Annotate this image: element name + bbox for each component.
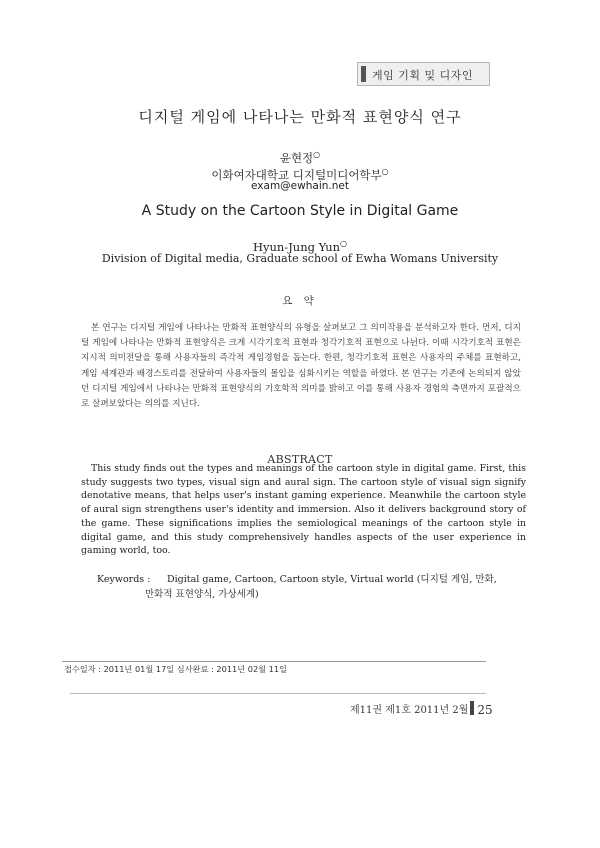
received-reviewed-dates: 접수일자 : 2011년 01월 17일 심사완료 : 2011년 02월 11일 bbox=[64, 664, 288, 674]
category-tag-label: 게임 기획 및 디자인 bbox=[372, 69, 473, 82]
affiliation-english: Division of Digital media, Graduate school of Ewha Womans University bbox=[101, 252, 499, 265]
page-number: 25 bbox=[477, 703, 493, 717]
abstract-text: This study finds out the types and meanings of the cartoon style in digital game. First, this study suggests two types, visual sign and aural sign. The cartoon style of visual sign signify denotative means, that helps user's instant gaming experience. Meanwhile the cartoon style of aural sign strengthens user's identity and immersion. Also it delivers background story of the game. These significations implies the semiological meanings of the cartoon style in digital game, and this study comprehensively handles aspects of the user experience in gaming world, too. bbox=[81, 463, 526, 557]
keywords-label: Keywords : bbox=[97, 574, 151, 585]
footer-bar bbox=[470, 701, 474, 715]
keywords-line-1 bbox=[97, 572, 497, 587]
dates-divider bbox=[62, 661, 486, 662]
affiliation-korean: 이화여자대학교 디지털미디어학부 bbox=[211, 167, 382, 182]
paper-title-english: A Study on the Cartoon Style in Digital Game bbox=[141, 203, 459, 219]
paper-title-korean: 디지털 게임에 나타나는 만화적 표현양식 연구 bbox=[138, 108, 462, 126]
abstract-body bbox=[81, 462, 526, 558]
author-english-marker: ○ bbox=[340, 239, 348, 248]
author-english: Hyun-Jung Yun bbox=[252, 239, 341, 254]
journal-issue: 제11권 제1호 2011년 2월 bbox=[350, 705, 469, 716]
summary-body bbox=[81, 321, 521, 412]
tag-marker bbox=[361, 66, 366, 82]
footer-divider bbox=[70, 693, 486, 694]
summary-text: 본 연구는 디지털 게임에 나타나는 만화적 표현양식의 유형을 살펴보고 그 의미작용을 분석하고자 한다. 먼저, 디지털 게임에 나타나는 만화적 표현양식은 크게 시각기호적 표현과 청각기호적 표현으로 나뉜다. 이때 시각기호적 표현은 지시적 의미전달을 통해 사용자들의 즉각적 게임경험을 돕는다. 한편, 청각기호적 표현은 사용자의 주체를 표현하고, 게임 세계관과 배경스토리를 전달하여 사용자들의 몰입을 심화시키는 역할을 하였다. 본 연구는 기존에 논의되지 않았던 디지털 게임에서 나타나는 만화적 표현양식의 기호학적 의미를 밝히고 이를 통해 사용자 경험의 측면까지 포괄적으로 살펴보았다는 의의를 지닌다. bbox=[81, 323, 521, 410]
author-email: exam@ewhain.net bbox=[251, 180, 349, 192]
abstract-heading: ABSTRACT bbox=[267, 453, 333, 466]
page-footer bbox=[350, 701, 493, 717]
keywords-block bbox=[97, 572, 497, 602]
category-tag bbox=[357, 62, 490, 86]
author-marker: ○ bbox=[313, 150, 321, 159]
keywords-line-2: 만화적 표현양식, 가상세계) bbox=[145, 589, 259, 600]
summary-heading: 요 약 bbox=[282, 295, 318, 307]
author-korean: 윤현정 bbox=[279, 150, 314, 165]
keywords-values: Digital game, Cartoon, Cartoon style, Virtual world (디지털 게임, 만화, bbox=[167, 574, 497, 585]
affiliation-marker: ○ bbox=[381, 167, 389, 176]
